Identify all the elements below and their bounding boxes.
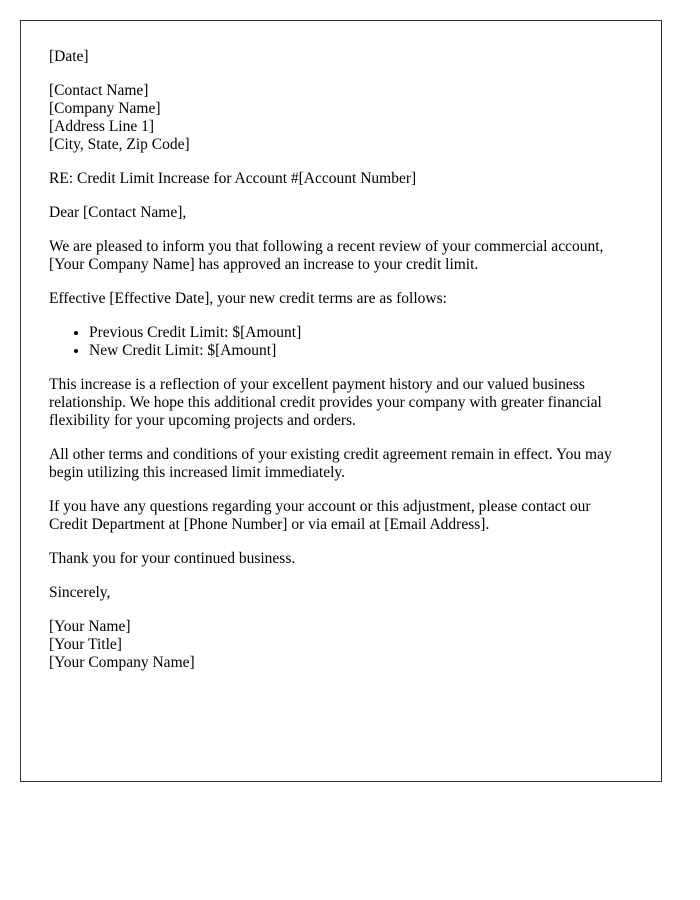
list-item-new-credit-limit: • New Credit Limit: $[Amount] bbox=[89, 342, 633, 360]
closing: Sincerely, bbox=[49, 584, 111, 601]
signature-name: [Your Name] bbox=[49, 618, 131, 635]
signature-title: [Your Title] bbox=[49, 636, 122, 653]
recipient-city-state-zip: [City, State, Zip Code] bbox=[49, 136, 190, 153]
signature-block bbox=[49, 618, 633, 672]
salutation: Dear [Contact Name], bbox=[49, 204, 187, 221]
recipient-contact-name: [Contact Name] bbox=[49, 82, 149, 99]
questions-paragraph: If you have any questions regarding your account or this adjustment, please contact our Credit Department at [Phone Number] or via email at [Email Address]. bbox=[49, 498, 591, 533]
letter-date: [Date] bbox=[49, 48, 89, 65]
credit-terms-list bbox=[49, 324, 633, 360]
thanks-paragraph: Thank you for your continued business. bbox=[49, 550, 296, 567]
recipient-company-name: [Company Name] bbox=[49, 100, 161, 117]
recipient-address-line-1: [Address Line 1] bbox=[49, 118, 155, 135]
letter-page bbox=[20, 20, 662, 782]
signature-company: [Your Company Name] bbox=[49, 654, 195, 671]
intro-paragraph: We are pleased to inform you that following a recent review of your commercial account, [Your Company Name] has approved an increase to your credit limit. bbox=[49, 238, 604, 273]
terms-intro-paragraph: Effective [Effective Date], your new credit terms are as follows: bbox=[49, 290, 447, 307]
recipient-address-block bbox=[49, 82, 633, 154]
list-item-previous-credit-limit: • Previous Credit Limit: $[Amount] bbox=[89, 324, 633, 342]
reflection-paragraph: This increase is a reflection of your excellent payment history and our valued business relationship. We hope this additional credit provides your company with greater financial flexibility for your upcoming projects and orders. bbox=[49, 376, 602, 429]
other-terms-paragraph: All other terms and conditions of your existing credit agreement remain in effect. You may begin utilizing this increased limit immediately. bbox=[49, 446, 612, 481]
subject-line: RE: Credit Limit Increase for Account #[Account Number] bbox=[49, 170, 417, 187]
